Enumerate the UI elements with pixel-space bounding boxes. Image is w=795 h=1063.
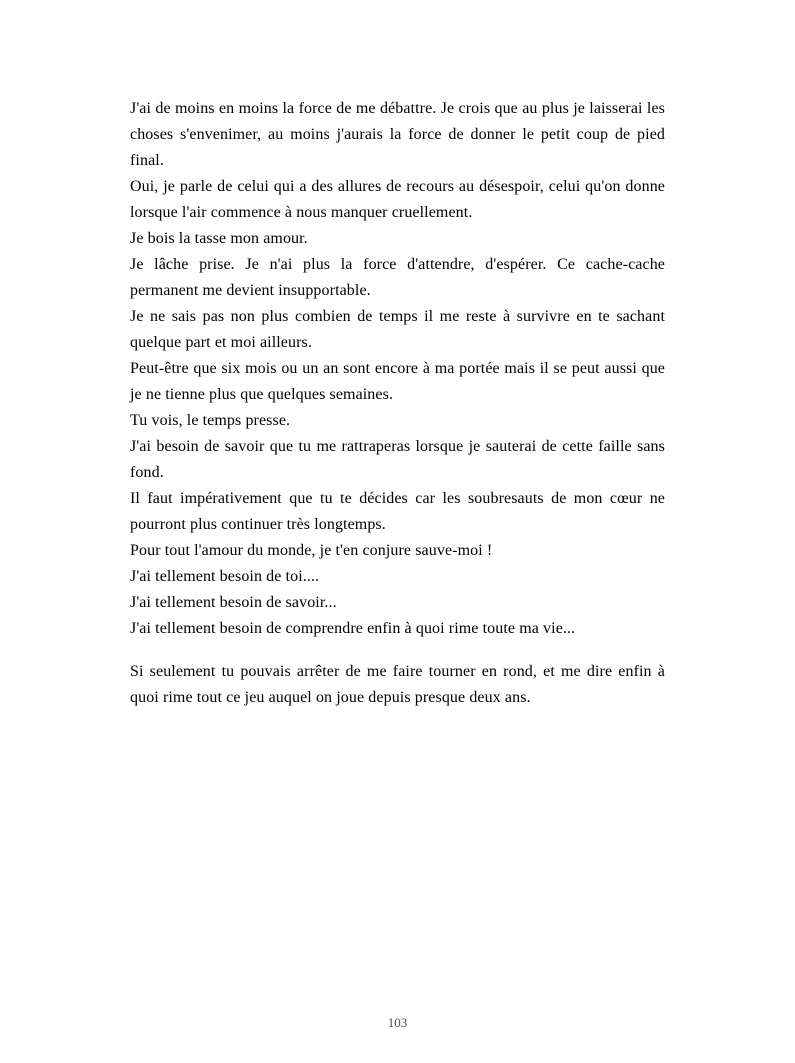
paragraph: J'ai de moins en moins la force de me débattre. Je crois que au plus je laisserai les choses s'envenimer, au moins j'aurais la force de donner le petit coup de pied final. bbox=[130, 100, 665, 169]
letter-body bbox=[130, 96, 665, 711]
paragraph: J'ai tellement besoin de toi.... bbox=[130, 568, 320, 585]
paragraph: J'ai tellement besoin de savoir... bbox=[130, 594, 337, 611]
paragraph: Peut-être que six mois ou un an sont encore à ma portée mais il se peut aussi que je ne tienne plus que quelques semaines. bbox=[130, 360, 665, 403]
paragraph: J'ai tellement besoin de comprendre enfin à quoi rime toute ma vie... bbox=[130, 620, 576, 637]
paragraph: Il faut impérativement que tu te décides car les soubresauts de mon cœur ne pourront plus continuer très longtemps. bbox=[130, 490, 665, 533]
paragraph: Je bois la tasse mon amour. bbox=[130, 230, 308, 247]
paragraph: J'ai besoin de savoir que tu me rattraperas lorsque je sauterai de cette faille sans fond. bbox=[130, 438, 665, 481]
paragraph: Oui, je parle de celui qui a des allures de recours au désespoir, celui qu'on donne lorsque l'air commence à nous manquer cruellement. bbox=[130, 178, 665, 221]
paragraph: Je lâche prise. Je n'ai plus la force d'attendre, d'espérer. Ce cache-cache permanent me devient insupportable. bbox=[130, 256, 665, 299]
page-number: 103 bbox=[387, 1015, 408, 1030]
paragraph-final: Si seulement tu pouvais arrêter de me faire tourner en rond, et me dire enfin à quoi rime tout ce jeu auquel on joue depuis presque deux ans. bbox=[130, 663, 665, 706]
paragraph: Pour tout l'amour du monde, je t'en conjure sauve-moi ! bbox=[130, 542, 493, 559]
paragraph: Je ne sais pas non plus combien de temps il me reste à survivre en te sachant quelque part et moi ailleurs. bbox=[130, 308, 665, 351]
paragraph: Tu vois, le temps presse. bbox=[130, 412, 291, 429]
